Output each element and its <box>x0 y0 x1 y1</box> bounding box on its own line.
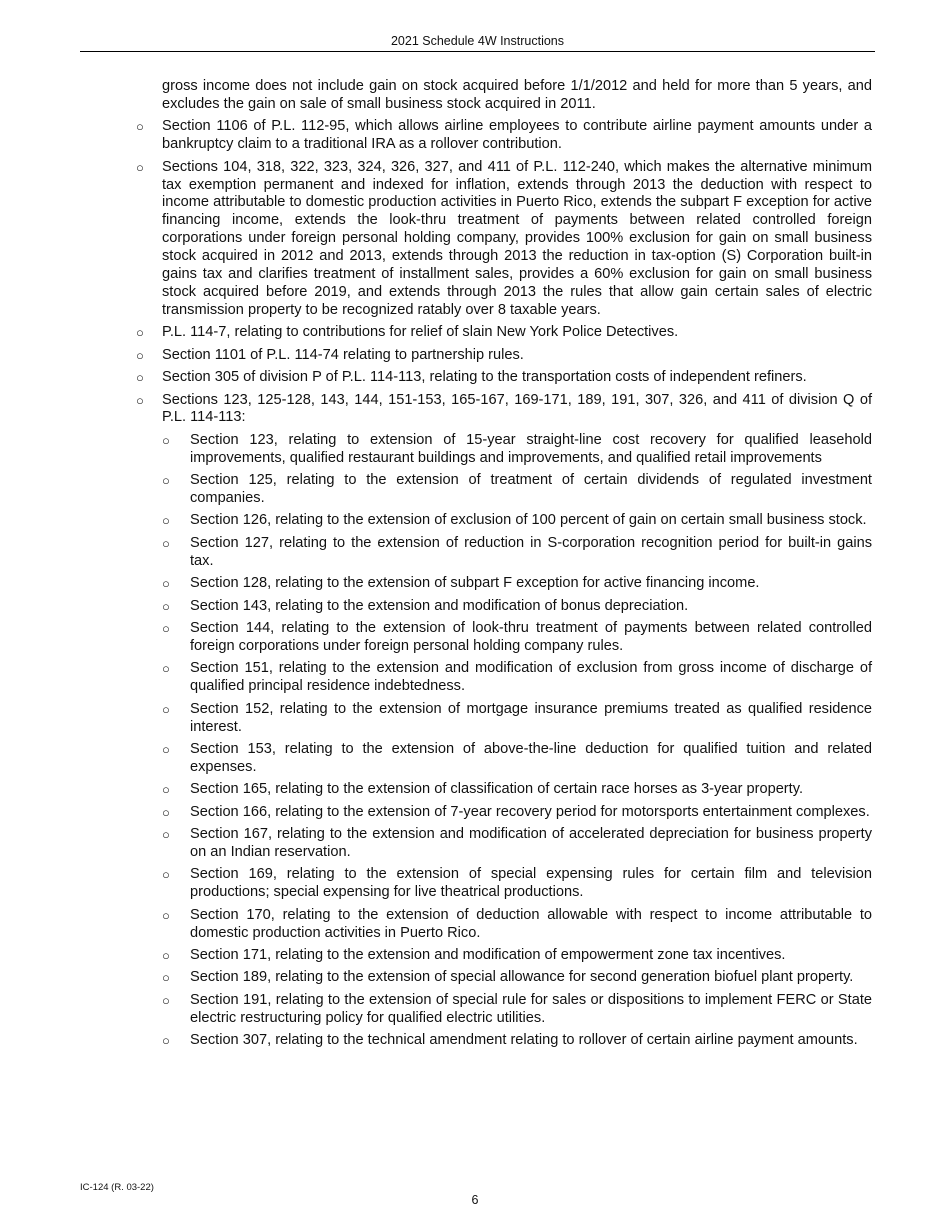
page-header: 2021 Schedule 4W Instructions <box>390 34 565 48</box>
bullet-icon: ○ <box>162 782 170 798</box>
sub-list-item-text: Section 307, relating to the technical amendment relating to rollover of certain airline payment amounts. <box>190 1032 858 1049</box>
sub-list-item <box>162 535 872 571</box>
bullet-icon: ○ <box>162 535 170 551</box>
list-item <box>136 392 872 1051</box>
bullet-icon: ○ <box>162 741 170 757</box>
sub-list-item <box>162 907 872 943</box>
sub-list-item <box>162 866 872 902</box>
bullet-icon: ○ <box>162 513 170 529</box>
sub-list-item <box>162 512 872 530</box>
sub-list-item <box>162 620 872 656</box>
bullet-icon: ○ <box>162 701 170 717</box>
bullet-icon: ○ <box>162 473 170 489</box>
bullet-icon: ○ <box>162 827 170 843</box>
sub-list-item <box>162 660 872 696</box>
sub-list-item-text: Section 189, relating to the extension of special allowance for second generation biofuel plant property. <box>190 969 854 986</box>
sub-list-item <box>162 432 872 468</box>
sub-list-item-text: Section 128, relating to the extension of subpart F exception for active financing income. <box>190 575 760 592</box>
bullet-icon: ○ <box>162 970 170 986</box>
sub-list-item-text: Section 169, relating to the extension of special expensing rules for certain film and television productions; special expensing for live theatrical productions. <box>190 866 872 901</box>
sub-list-item <box>162 741 872 777</box>
list-item-text: Section 1106 of P.L. 112-95, which allows airline employees to contribute airline payment amounts under a bankruptcy claim to a traditional IRA as a rollover contribution. <box>162 118 872 153</box>
sub-list-item-text: Section 125, relating to the extension of treatment of certain dividends of regulated investment companies. <box>190 472 872 507</box>
continuation-paragraph: gross income does not include gain on stock acquired before 1/1/2012 and held for more than 5 years, and excludes the gain on sale of small business stock acquired in 2011. <box>162 78 872 112</box>
sub-list-item-text: Section 151, relating to the extension and modification of exclusion from gross income of discharge of qualified principal residence indebtedness. <box>190 660 872 695</box>
list-item <box>136 324 872 342</box>
bullet-icon: ○ <box>162 992 170 1008</box>
document-body <box>136 78 872 1050</box>
list-item-text: Sections 123, 125-128, 143, 144, 151-153, 165-167, 169-171, 189, 191, 307, 326, and 411 of division Q of P.L. 114-113: <box>162 391 872 426</box>
sub-list-item <box>162 992 872 1028</box>
bullet-icon: ○ <box>162 804 170 820</box>
bullet-icon: ○ <box>136 325 144 341</box>
sub-list-item-text: Section 167, relating to the extension and modification of accelerated depreciation for business property on an Indian reservation. <box>190 826 872 860</box>
list-item-text: Sections 104, 318, 322, 323, 324, 326, 327, and 411 of P.L. 112-240, which makes the alternative minimum tax exemption permanent and indexed for inflation, extends through 2013 the deduction with respect to income attributable to domestic production activities in Puerto Rico, extends the subpart F exception for active financing income, extends the look-thru treatment of payments between related controlled foreign corporations under foreign personal holding company, provides 100% exclusion for gain on small business stock acquired in 2012 and 2013, extends through 2013 the reduction in tax-option (S) Corporation built-in gains tax and clarifies treatment of installment sales, provides a 60% exclusion for gain on small business stock acquired before 2019, and extends through 2013 the rules that allow gain certain sales of electric transmission property to be recognized ratably over 8 taxable years. <box>162 158 872 318</box>
bullet-icon: ○ <box>136 119 144 135</box>
list-item-text: Section 305 of division P of P.L. 114-113, relating to the transportation costs of independent refiners. <box>162 369 807 386</box>
list-item <box>136 159 872 320</box>
bullet-icon: ○ <box>162 907 170 923</box>
bullet-icon: ○ <box>162 947 170 963</box>
list-item-text: Section 1101 of P.L. 114-74 relating to partnership rules. <box>162 346 524 363</box>
bullet-icon: ○ <box>162 432 170 448</box>
sub-list-item <box>162 826 872 862</box>
bullet-icon: ○ <box>162 576 170 592</box>
sub-list-item-text: Section 153, relating to the extension of above-the-line deduction for qualified tuition and related expenses. <box>190 740 872 775</box>
bullet-icon: ○ <box>162 867 170 883</box>
sub-list-item-text: Section 170, relating to the extension of deduction allowable with respect to income attributable to domestic production activities in Puerto Rico. <box>190 906 872 941</box>
provision-list <box>136 118 872 1050</box>
sub-list-item <box>162 969 872 987</box>
bullet-icon: ○ <box>162 620 170 636</box>
sub-list-item-text: Section 144, relating to the extension of look-thru treatment of payments between related controlled foreign corporations under foreign personal holding company rules. <box>190 619 872 654</box>
sub-list-item <box>162 575 872 593</box>
form-code: IC-124 (R. 03-22) <box>80 1182 154 1193</box>
sub-list-item-text: Section 143, relating to the extension and modification of bonus depreciation. <box>190 597 689 614</box>
sub-list-item <box>162 472 872 508</box>
header-rule <box>80 51 875 52</box>
bullet-icon: ○ <box>136 159 144 175</box>
sub-list-item-text: Section 165, relating to the extension of classification of certain race horses as 3-year property. <box>190 781 803 798</box>
bullet-icon: ○ <box>162 661 170 677</box>
sub-list-item <box>162 598 872 616</box>
division-q-sublist <box>162 432 872 1050</box>
sub-list-item <box>162 701 872 737</box>
sub-list-item <box>162 781 872 799</box>
sub-list-item-text: Section 171, relating to the extension and modification of empowerment zone tax incentives. <box>190 946 786 963</box>
sub-list-item-text: Section 191, relating to the extension of special rule for sales or dispositions to implement FERC or State electric restructuring policy for qualified electric utilities. <box>190 991 872 1026</box>
bullet-icon: ○ <box>162 1033 170 1049</box>
sub-list-item-text: Section 127, relating to the extension of reduction in S-corporation recognition period for built-in gains tax. <box>190 534 872 569</box>
list-item <box>136 118 872 154</box>
page-number: 6 <box>471 1193 479 1207</box>
bullet-icon: ○ <box>136 370 144 386</box>
sub-list-item-text: Section 123, relating to extension of 15-year straight-line cost recovery for qualified leasehold improvements, qualified restaurant buildings and improvements, and qualified retail improvements <box>190 431 872 466</box>
sub-list-item-text: Section 152, relating to the extension of mortgage insurance premiums treated as qualified residence interest. <box>190 700 872 735</box>
bullet-icon: ○ <box>136 347 144 363</box>
sub-list-item-text: Section 166, relating to the extension of 7-year recovery period for motorsports entertainment complexes. <box>190 803 870 820</box>
list-item <box>136 347 872 365</box>
sub-list-item-text: Section 126, relating to the extension of exclusion of 100 percent of gain on certain small business stock. <box>190 512 867 529</box>
bullet-icon: ○ <box>136 392 144 408</box>
sub-list-item <box>162 1032 872 1050</box>
sub-list-item <box>162 947 872 965</box>
list-item <box>136 369 872 387</box>
list-item-text: P.L. 114-7, relating to contributions for relief of slain New York Police Detectives. <box>162 324 679 341</box>
sub-list-item <box>162 804 872 822</box>
bullet-icon: ○ <box>162 598 170 614</box>
